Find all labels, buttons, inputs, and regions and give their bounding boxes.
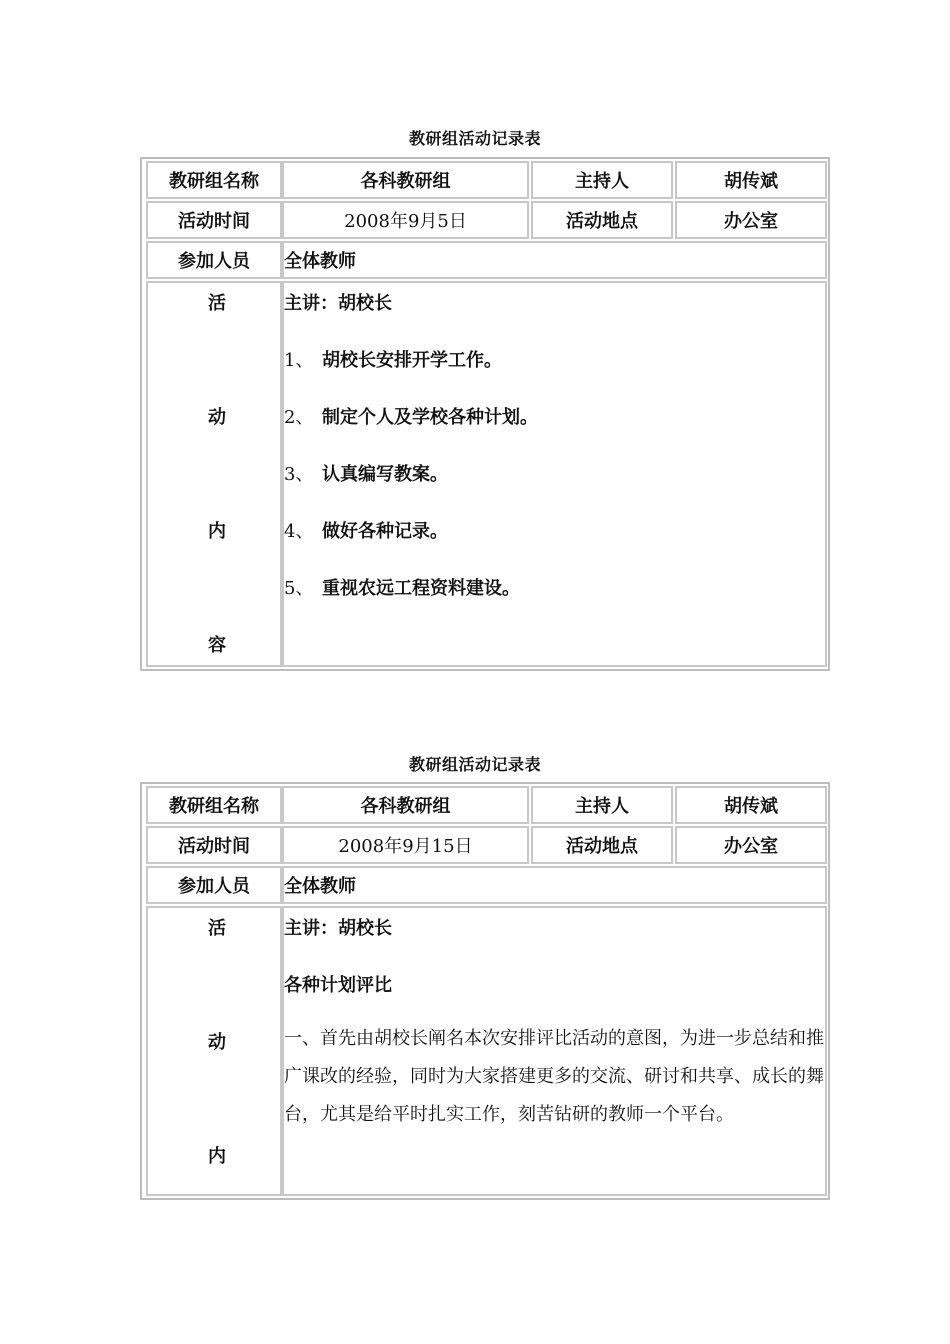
item-text: 做好各种记录。 [322, 521, 448, 542]
participants-value: 全体教师 [282, 241, 827, 279]
content-paragraph: 一、首先由胡校长阐名本次安排评比活动的意图，为进一步总结和推广课改的经验，同时为大家搭建更多的交流、研讨和共享、成长的舞台，尤其是给平时扎实工作，刻苦钻研的教师一个平台。 [284, 1028, 824, 1125]
host-label: 主持人 [531, 161, 673, 199]
group-name-value: 各科教研组 [282, 161, 529, 199]
activity-time-value: 2008年9月15日 [282, 826, 529, 864]
item-number: 3、 [284, 464, 314, 485]
list-item [284, 517, 448, 543]
content-label-cell [146, 281, 282, 667]
content-label-char: 活 [208, 918, 226, 939]
content-cell [282, 281, 827, 667]
list-item [284, 574, 520, 600]
group-name-value: 各科教研组 [282, 786, 529, 824]
group-name-label: 教研组名称 [146, 786, 282, 824]
speaker-line: 主讲：胡校长 [284, 918, 392, 939]
participants-value: 全体教师 [282, 866, 827, 904]
speaker-line: 主讲：胡校长 [284, 293, 392, 314]
activity-place-label: 活动地点 [531, 201, 673, 239]
activity-record-form-2 [140, 782, 830, 1200]
content-label-char: 动 [208, 1032, 226, 1053]
participants-label: 参加人员 [146, 241, 282, 279]
list-item [284, 346, 502, 372]
item-text: 制定个人及学校各种计划。 [322, 407, 538, 428]
content-label-char: 内 [208, 1146, 226, 1167]
content-label-char: 动 [208, 407, 226, 428]
activity-place-value: 办公室 [675, 201, 827, 239]
content-label-cell [146, 906, 282, 1196]
content-label-char: 容 [208, 635, 226, 656]
participants-label: 参加人员 [146, 866, 282, 904]
host-value: 胡传斌 [675, 161, 827, 199]
activity-time-value: 2008年9月5日 [282, 201, 529, 239]
item-number: 1、 [284, 350, 314, 371]
host-value: 胡传斌 [675, 786, 827, 824]
content-subtitle: 各种计划评比 [284, 975, 392, 996]
activity-place-label: 活动地点 [531, 826, 673, 864]
item-number: 2、 [284, 407, 314, 428]
content-label-char: 活 [208, 293, 226, 314]
list-item [284, 403, 538, 429]
item-text: 胡校长安排开学工作。 [322, 350, 502, 371]
list-item [284, 460, 448, 486]
content-label-char: 内 [208, 521, 226, 542]
activity-record-form-1 [140, 157, 830, 671]
item-number: 4、 [284, 521, 314, 542]
activity-time-label: 活动时间 [146, 826, 282, 864]
item-text: 重视农远工程资料建设。 [322, 578, 520, 599]
group-name-label: 教研组名称 [146, 161, 282, 199]
activity-time-label: 活动时间 [146, 201, 282, 239]
item-number: 5、 [284, 578, 314, 599]
activity-place-value: 办公室 [675, 826, 827, 864]
item-text: 认真编写教案。 [322, 464, 448, 485]
form-2-title: 教研组活动记录表 [408, 755, 541, 774]
content-cell [282, 906, 827, 1196]
host-label: 主持人 [531, 786, 673, 824]
form-1-title: 教研组活动记录表 [408, 129, 541, 148]
